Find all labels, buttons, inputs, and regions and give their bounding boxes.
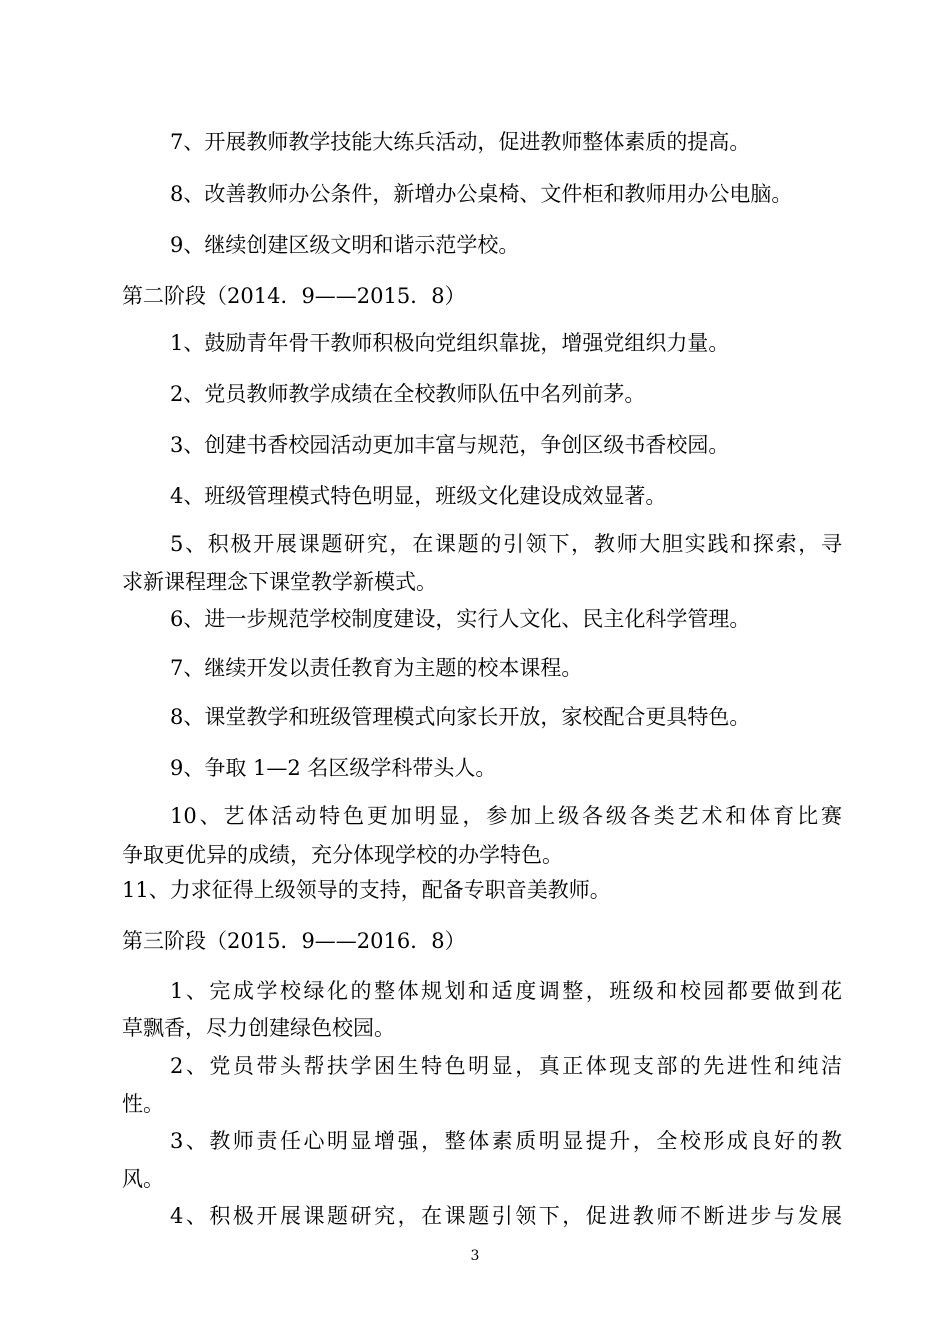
paragraph-line: 4、积极开展课题研究，在课题引领下，促进教师不断进步与发展 — [170, 1204, 842, 1228]
section-heading: 第二阶段（2014．9——2015．8） — [122, 284, 466, 308]
paragraph-continuation: 风。 — [122, 1167, 164, 1191]
paragraph-line: 3、创建书香校园活动更加丰富与规范，争创区级书香校园。 — [170, 433, 730, 457]
paragraph-line: 8、改善教师办公条件，新增办公桌椅、文件柜和教师用办公电脑。 — [170, 182, 793, 206]
paragraph-line: 4、班级管理模式特色明显，班级文化建设成效显著。 — [170, 484, 667, 508]
paragraph-line: 11、力求征得上级领导的支持，配备专职音美教师。 — [122, 878, 611, 902]
paragraph-continuation: 求新课程理念下课堂教学新模式。 — [122, 570, 437, 594]
paragraph-line: 9、继续创建区级文明和谐示范学校。 — [170, 233, 520, 257]
paragraph-line: 7、继续开发以责任教育为主题的校本课程。 — [170, 656, 583, 680]
paragraph-continuation: 草飘香，尽力创建绿色校园。 — [122, 1016, 395, 1040]
paragraph-line: 7、开展教师教学技能大练兵活动，促进教师整体素质的提高。 — [170, 130, 751, 154]
paragraph-line: 9、争取 1—2 名区级学科带头人。 — [170, 756, 497, 780]
paragraph-line: 3、教师责任心明显增强，整体素质明显提升，全校形成良好的教 — [170, 1129, 842, 1153]
paragraph-line: 6、进一步规范学校制度建设，实行人文化、民主化科学管理。 — [170, 607, 751, 631]
paragraph-continuation: 争取更优异的成绩，充分体现学校的办学特色。 — [122, 843, 563, 867]
paragraph-line: 5、积极开展课题研究，在课题的引领下，教师大胆实践和探索，寻 — [170, 532, 842, 556]
paragraph-line: 2、党员教师教学成绩在全校教师队伍中名列前茅。 — [170, 382, 646, 406]
paragraph-line: 2、党员带头帮扶学困生特色明显，真正体现支部的先进性和纯洁 — [170, 1054, 842, 1078]
paragraph-line: 10、艺体活动特色更加明显，参加上级各级各类艺术和体育比赛 — [170, 804, 842, 828]
paragraph-continuation: 性。 — [122, 1092, 164, 1116]
section-heading: 第三阶段（2015．9——2016．8） — [122, 929, 466, 953]
paragraph-line: 1、鼓励青年骨干教师积极向党组织靠拢，增强党组织力量。 — [170, 331, 730, 355]
paragraph-line: 8、课堂教学和班级管理模式向家长开放，家校配合更具特色。 — [170, 705, 751, 729]
paragraph-line: 1、完成学校绿化的整体规划和适度调整，班级和校园都要做到花 — [170, 979, 842, 1003]
page-number: 3 — [470, 1248, 480, 1264]
